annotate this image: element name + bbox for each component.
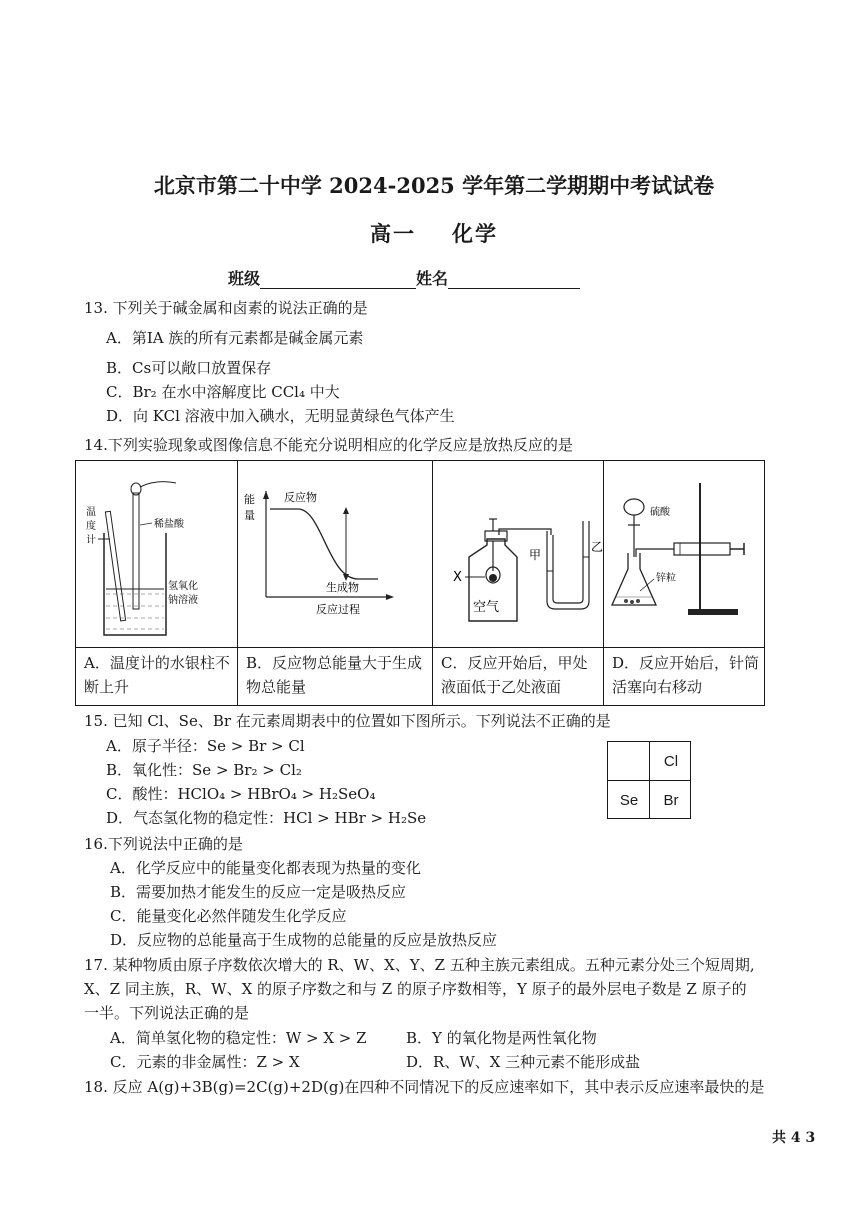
q16-option-d: D．反应物的总能量高于生成物的总能量的反应是放热反应 (110, 931, 498, 949)
fig-a-naoh-label-1: 氢氧化 (168, 581, 198, 592)
figure-b-energy-diagram (238, 461, 432, 647)
q17-line-2: X、Z 同主族，R、W、X 的原子序数之和与 Z 的原子序数相等，Y 原子的最外层电子数是 Z 原子的 (84, 980, 747, 998)
figure-c-u-tube (433, 461, 603, 647)
class-blank (260, 272, 416, 289)
cell-br: Br (663, 792, 679, 809)
q15-option-d: D．气态氢化物的稳定性：HCl > HBr > H₂Se (106, 809, 427, 827)
cell-cl: Cl (663, 753, 679, 770)
class-name-line (228, 266, 580, 289)
q16-option-a: A．化学反应中的能量变化都表现为热量的变化 (110, 859, 421, 877)
q13-stem: 13. 下列关于碱金属和卤素的说法正确的是 (84, 299, 368, 317)
exam-title: 北京市第二十中学 2024-2025 学年第二学期期中考试试卷 (153, 173, 715, 198)
fig-a-thermo-label-3: 计 (86, 535, 96, 546)
periodic-table-fragment (607, 741, 691, 819)
q13-option-d: D．向 KCl 溶液中加入碘水，无明显黄绿色气体产生 (106, 407, 455, 425)
q14-stem: 14.下列实验现象或图像信息不能充分说明相应的化学反应是放热反应的是 (84, 436, 573, 454)
page-number: 共 4 3 (772, 1130, 816, 1146)
q17-option-b: B．Y 的氧化物是两性氧化物 (406, 1029, 597, 1047)
q14-caption-b: B．反应物总能量大于生成物总能量 (246, 654, 423, 696)
fig-d-acid-label: 硫酸 (650, 507, 670, 518)
q15-stem: 15. 已知 Cl、Se、Br 在元素周期表中的位置如下图所示。下列说法不正确的是 (84, 712, 611, 730)
cell-se: Se (619, 792, 639, 809)
fig-c-yi-label: 乙 (591, 540, 603, 554)
q14-caption-c: C．反应开始后，甲处液面低于乙处液面 (441, 654, 588, 696)
fig-b-reactant-label: 反应物 (284, 491, 317, 504)
fig-a-naoh-label-2: 钠溶液 (168, 595, 198, 606)
figure-d-flask-syringe (604, 461, 764, 647)
fig-c-jia-label: 甲 (529, 548, 542, 562)
fig-d-zinc-label: 锌粒 (656, 573, 676, 584)
q14-figure-table (75, 460, 765, 706)
q17-line-3: 一半。下列说法正确的是 (84, 1004, 250, 1022)
q17-line-1: 17. 某种物质由原子序数依次增大的 R、W、X、Y、Z 五种主族元素组成。五种元素分处三个短周期, (84, 956, 755, 974)
class-label: 班级 (228, 269, 261, 288)
fig-a-thermo-label-1: 温 (86, 507, 96, 518)
fig-b-product-label: 生成物 (326, 581, 359, 594)
fig-a-thermo-label-2: 度 (86, 521, 96, 532)
exam-subtitle (0, 218, 868, 248)
q16-stem: 16.下列说法中正确的是 (84, 835, 243, 853)
q16-option-b: B．需要加热才能发生的反应一定是吸热反应 (110, 883, 407, 901)
grade-label: 高一 (370, 221, 416, 246)
q15-option-b: B．氧化性：Se > Br₂ > Cl₂ (106, 761, 302, 779)
fig-c-x-label: X (453, 570, 462, 585)
q14-caption-d: D．反应开始后，针筒活塞向右移动 (612, 654, 760, 696)
q17-option-a: A．简单氢化物的稳定性：W > X > Z (110, 1029, 367, 1047)
q17-option-c: C．元素的非金属性：Z > X (110, 1053, 300, 1071)
q16-option-c: C．能量变化必然伴随发生化学反应 (110, 907, 347, 925)
fig-b-x-label: 反应过程 (316, 603, 360, 616)
q15-option-a: A．原子半径：Se > Br > Cl (106, 737, 305, 755)
q15-option-c: C．酸性：HClO₄ > HBrO₄ > H₂SeO₄ (106, 785, 376, 803)
fig-c-air-label: 空气 (473, 600, 500, 615)
q17-option-d: D．R、W、X 三种元素不能形成盐 (406, 1053, 641, 1071)
name-label: 姓名 (416, 269, 449, 288)
q13-option-b: B．Cs可以敞口放置保存 (106, 359, 272, 377)
q14-caption-a: A．温度计的水银柱不断上升 (84, 654, 230, 696)
fig-b-y-label-1: 能 (244, 493, 255, 506)
q18-stem: 18. 反应 A(g)+3B(g)=2C(g)+2D(g)在四种不同情况下的反应速率如下，其中表示反应速率最快的是 (84, 1078, 765, 1096)
figure-a-beaker-thermometer (76, 461, 236, 647)
q13-option-c: C．Br₂ 在水中溶解度比 CCl₄ 中大 (106, 383, 340, 401)
fig-b-y-label-2: 量 (244, 509, 255, 522)
subject-label: 化学 (452, 221, 498, 246)
fig-a-acid-label: 稀盐酸 (154, 519, 184, 530)
name-blank (448, 272, 580, 289)
q13-option-a: A．第IA 族的所有元素都是碱金属元素 (106, 329, 364, 347)
